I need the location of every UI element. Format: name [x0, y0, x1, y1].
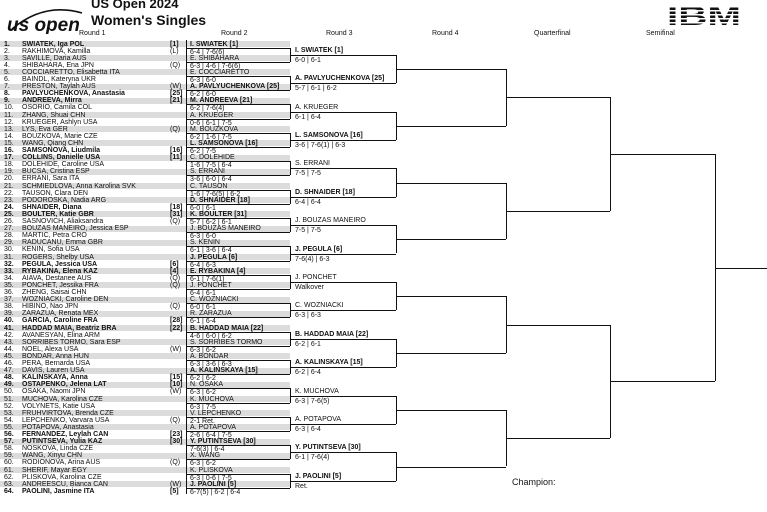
draw-number: 42.	[4, 331, 14, 339]
round2-score: 6-2 | 7-5	[190, 148, 216, 155]
player-name: SORRIBES TORMO, Sara ESP	[22, 338, 121, 346]
seed-tag: [18]	[170, 203, 183, 211]
round3-winner: L. SAMSONOVA [16]	[295, 131, 363, 139]
round2-score: 6-3 | 6-2	[190, 460, 216, 468]
tournament-title: US Open 2024	[91, 0, 179, 11]
seed-tag: [23]	[170, 431, 183, 438]
seed-tag: [25]	[170, 90, 183, 98]
draw-title: Women's Singles	[91, 12, 207, 28]
round-header-2: Round 2	[221, 30, 248, 37]
player-name: SASNOVICH, Aliaksandra	[22, 218, 104, 225]
player-name: BOUZAS MANEIRO, Jessica ESP	[22, 225, 129, 233]
bracket-line	[290, 452, 396, 453]
draw-number: 56.	[4, 431, 14, 438]
player-name: SHERIF, Mayar EGY	[22, 466, 87, 474]
seed-tag: (W)	[170, 345, 182, 353]
round3-score: 6-3 | 6-3	[295, 312, 321, 320]
round2-score: 6-1 | 3-6 | 6-4	[190, 247, 232, 255]
round2-score: 6-4 | 6-1	[190, 290, 216, 297]
player-name: POTAPOVA, Anastasia	[22, 423, 94, 431]
round2-score: 6-3 | 6-2	[190, 346, 216, 354]
bracket-line	[290, 112, 396, 113]
champion-label: Champion:	[512, 477, 556, 487]
bracket-line	[290, 424, 396, 425]
round2-winner: M. BOUZKOVA	[190, 125, 239, 133]
draw-number: 41.	[4, 324, 14, 332]
player-name: ZHANG, Shuai CHN	[22, 111, 86, 119]
player-name: ROGERS, Shelby USA	[22, 253, 94, 261]
round3-winner: A. KRUEGER	[295, 103, 339, 111]
round2-winner: K. PLISKOVA	[190, 466, 233, 474]
seed-tag: [21]	[170, 97, 183, 105]
draw-number: 30.	[4, 246, 14, 254]
draw-number: 10.	[4, 104, 14, 112]
player-name: WANG, Qiang CHN	[22, 139, 84, 147]
round2-score: 6-1 | 7-6(1)	[190, 275, 225, 283]
player-name: HADDAD MAIA, Beatriz BRA	[22, 324, 117, 332]
seed-tag: [22]	[170, 324, 183, 332]
round2-winner: K. MUCHOVA	[190, 395, 234, 403]
round2-score: 6-2 | 1-6 | 7-5	[190, 133, 232, 141]
draw-number: 27.	[4, 225, 14, 233]
round2-winner: C. DOLEHIDE	[190, 154, 235, 162]
round3-score: 6-1 | 6-4	[295, 113, 321, 121]
player-name: SWIATEK, Iga POL	[22, 40, 85, 48]
player-name: SAVILLE, Daria AUS	[22, 54, 87, 62]
round3-score: 6-3 | 6-4	[295, 425, 321, 433]
round2-score: 6-2 | 6-2	[190, 375, 216, 383]
draw-number: 8.	[4, 90, 10, 98]
draw-number: 47.	[4, 367, 14, 375]
draw-number: 39.	[4, 310, 14, 318]
draw-number: 7.	[4, 83, 10, 91]
round3-score: 7-6(4) | 6-3	[295, 255, 330, 263]
draw-number: 52.	[4, 402, 14, 410]
bracket-line	[396, 296, 506, 297]
bracket-line	[290, 282, 396, 283]
round2-winner: S. SORRIBES TORMO	[190, 338, 263, 346]
round2-score: 6-3 | 6-0	[190, 77, 216, 84]
player-name: BOUZKOVA, Marie CZE	[22, 132, 98, 140]
draw-number: 34.	[4, 274, 14, 282]
bracket-line	[290, 396, 396, 397]
player-name: SHNAIDER, Diana	[22, 203, 82, 211]
round3-score: 6-4 | 6-4	[295, 198, 321, 206]
seed-tag: (Q)	[170, 61, 181, 69]
seed-tag: [1]	[170, 40, 179, 48]
seed-tag: (W)	[170, 83, 182, 91]
seed-tag: (W)	[170, 388, 182, 396]
bracket-line	[396, 410, 506, 411]
bracket-line	[290, 225, 396, 226]
player-name: PEGULA, Jessica USA	[22, 260, 98, 268]
draw-number: 1.	[4, 40, 10, 48]
round2-score: 0-6 | 6-1 | 7-5	[190, 119, 232, 127]
draw-number: 12.	[4, 118, 14, 126]
draw-number: 15.	[4, 139, 14, 147]
player-name: ZHENG, Saisai CHN	[22, 289, 87, 296]
player-name: PODOROSKA, Nadia ARG	[22, 196, 107, 204]
draw-number: 38.	[4, 303, 14, 311]
draw-number: 22.	[4, 189, 14, 197]
seed-tag: [5]	[170, 487, 179, 495]
draw-number: 33.	[4, 267, 14, 275]
draw-number: 31.	[4, 253, 14, 261]
player-name: OSORIO, Camila COL	[22, 104, 93, 112]
draw-number: 32.	[4, 260, 14, 268]
round2-winner: J. PAOLINI [5]	[190, 480, 237, 488]
round3-score: 7-5 | 7-5	[295, 170, 321, 178]
draw-number: 35.	[4, 281, 14, 289]
round2-score: 6-7(5) | 6-2 | 6-4	[190, 488, 241, 496]
draw-number: 13.	[4, 125, 14, 133]
round3-score: Ret.	[295, 482, 308, 490]
round2-winner: C. WOZNIACKI	[190, 296, 239, 304]
round2-score: 6-2 | 6-0	[190, 91, 216, 99]
draw-number: 46.	[4, 360, 14, 367]
player-name: HIBINO, Nao JPN	[22, 303, 79, 311]
draw-number: 11.	[4, 111, 14, 119]
draw-number: 62.	[4, 473, 14, 481]
draw-number: 51.	[4, 395, 14, 403]
draw-number: 24.	[4, 203, 14, 211]
round3-score: 5-7 | 6-1 | 6-2	[295, 85, 337, 93]
draw-number: 64.	[4, 487, 14, 495]
draw-number: 43.	[4, 338, 14, 346]
bracket-line	[290, 55, 396, 56]
draw-number: 16.	[4, 147, 14, 154]
player-name: ANDREESCU, Bianca CAN	[22, 480, 108, 488]
round3-winner: Y. PUTINTSEVA [30]	[295, 444, 361, 452]
draw-number: 37.	[4, 296, 14, 304]
bracket-line	[290, 339, 396, 340]
round2-score: 4-6 | 6-0 | 6-2	[190, 332, 232, 340]
bracket-line	[186, 40, 187, 494]
player-name: LEPCHENKO, Varvara USA	[22, 416, 110, 424]
round2-score: 6-4 | 6-3	[190, 261, 216, 269]
draw-number: 61.	[4, 466, 14, 474]
draw-number: 6.	[4, 76, 10, 83]
round3-winner: J. BOUZAS MANEIRO	[295, 217, 366, 225]
round3-winner: A. POTAPOVA	[295, 415, 342, 423]
round2-score: 6-3 | 6-0	[190, 233, 216, 241]
round3-score: Walkover	[295, 283, 324, 291]
round2-winner: A. KALINSKAYA [15]	[190, 367, 258, 375]
player-name: MARTIC, Petra CRO	[22, 232, 87, 240]
player-name: PONCHET, Jessika FRA	[22, 281, 99, 289]
round-header-3: Round 3	[326, 30, 353, 37]
player-name: PRESTON, Taylah AUS	[22, 83, 96, 91]
seed-tag: (Q)	[170, 303, 181, 311]
seed-tag: [10]	[170, 381, 183, 389]
round2-score: 6-3 | 3-6 | 6-3	[190, 361, 232, 368]
round2-winner: A. POTAPOVA	[190, 424, 237, 431]
player-name: LYS, Eva GER	[22, 125, 68, 133]
seed-tag: (Q)	[170, 416, 181, 424]
round2-winner: E. RYBAKINA [4]	[190, 267, 246, 275]
player-name: NOSKOVA, Linda CZE	[22, 445, 94, 453]
round2-winner: B. HADDAD MAIA [22]	[190, 324, 264, 332]
player-name: SCHMIEDLOVA, Anna Karolina SVK	[22, 182, 136, 190]
bracket-line	[290, 310, 396, 311]
round-header-1: Round 1	[79, 30, 106, 37]
draw-number: 25.	[4, 210, 14, 218]
round-header-quarterfinal: Quarterfinal	[534, 30, 571, 37]
draw-number: 28.	[4, 232, 14, 240]
player-name: BONDAR, Anna HUN	[22, 352, 89, 360]
draw-number: 5.	[4, 68, 10, 76]
bracket-line	[610, 381, 715, 382]
bracket-line	[396, 69, 506, 70]
draw-number: 36.	[4, 289, 14, 296]
player-name: BOULTER, Katie GBR	[22, 210, 94, 218]
round3-winner: I. SWIATEK [1]	[295, 46, 344, 54]
round3-winner: B. HADDAD MAIA [22]	[295, 330, 369, 338]
round2-score: 6-0 | 6-1	[190, 304, 216, 312]
draw-number: 2.	[4, 47, 10, 55]
round2-winner: A. PAVLYUCHENKOVA [25]	[190, 83, 280, 91]
player-name: AVANESYAN, Elina ARM	[22, 331, 100, 339]
round3-score: 6-1 | 7-6(4)	[295, 454, 330, 462]
player-name: TAUSON, Clara DEN	[22, 189, 88, 197]
player-name: VOLYNETS, Katie USA	[22, 402, 96, 410]
player-name: ERRANI, Sara ITA	[22, 175, 80, 183]
player-name: SHIBAHARA, Ena JPN	[22, 61, 94, 69]
bracket-line	[290, 367, 396, 368]
player-name: RAKHIMOVA, Kamilla	[22, 47, 91, 55]
player-name: PLISKOVA, Karolina CZE	[22, 473, 102, 481]
draw-number: 40.	[4, 317, 14, 325]
player-name: BAINDL, Kateryna UKR	[22, 76, 96, 83]
round2-score: 5-7 | 6-2 | 6-1	[190, 219, 232, 226]
seed-tag: [28]	[170, 317, 183, 325]
bracket-line	[506, 211, 610, 212]
round-header-4: Round 4	[432, 30, 459, 37]
seed-tag: [6]	[170, 260, 179, 268]
player-name: DAVIS, Lauren USA	[22, 367, 85, 375]
round2-winner: A. KRUEGER	[190, 111, 234, 119]
bracket-line	[396, 239, 506, 240]
player-name: KENIN, Sofia USA	[22, 246, 80, 254]
player-name: GARCIA, Caroline FRA	[22, 317, 98, 325]
player-name: KALINSKAYA, Anna	[22, 374, 88, 382]
us-open-logo-text: us open	[7, 15, 80, 34]
round3-score: 6-0 | 6-1	[295, 56, 321, 64]
player-name: KRUEGER, Ashlyn USA	[22, 118, 98, 126]
draw-number: 18.	[4, 161, 14, 169]
bracket-line	[290, 140, 396, 141]
round2-score: 6-3 | 0-6 | 7-5	[190, 474, 232, 482]
round2-winner: R. ZARAZUA	[190, 310, 232, 318]
bracket-line	[396, 183, 506, 184]
player-name: WOZNIACKI, Caroline DEN	[22, 296, 109, 304]
bracket-line	[290, 168, 396, 169]
round2-winner: J. BOUZAS MANEIRO	[190, 225, 261, 233]
draw-number: 63.	[4, 480, 14, 488]
draw-number: 48.	[4, 374, 14, 382]
player-name: ANDREEVA, Mirra	[22, 97, 82, 105]
seed-tag: [4]	[170, 267, 179, 275]
round3-winner: A. KALINSKAYA [15]	[295, 359, 363, 367]
bracket-line	[715, 268, 767, 269]
seed-tag: (Q)	[170, 459, 181, 467]
player-name: COCCIARETTO, Elisabetta ITA	[22, 68, 120, 76]
round2-winner: V. LEPCHENKO	[190, 409, 242, 417]
round3-winner: A. PAVLYUCHENKOVA [25]	[295, 75, 385, 83]
player-name: OSTAPENKO, Jelena LAT	[22, 381, 107, 389]
round2-score: 1-6 | 7-5 | 6-4	[190, 162, 232, 170]
round2-winner: E. COCCIARETTO	[190, 69, 250, 76]
draw-number: 4.	[4, 61, 10, 69]
bracket-line	[396, 353, 506, 354]
player-name: RYBAKINA, Elena KAZ	[22, 267, 98, 275]
seed-tag: (Q)	[170, 274, 181, 282]
round2-winner: Y. PUTINTSEVA [30]	[190, 438, 256, 446]
player-name: DOLEHIDE, Caroline USA	[22, 161, 105, 169]
round2-winner: J. PONCHET	[190, 282, 232, 289]
bracket-line	[506, 325, 610, 326]
draw-number: 14.	[4, 132, 14, 140]
seed-tag: (Q)	[170, 125, 181, 133]
round3-winner: D. SHNAIDER [18]	[295, 188, 355, 196]
round3-score: 3-6 | 7-6(1) | 6-3	[295, 141, 346, 149]
draw-number: 21.	[4, 182, 14, 190]
draw-number: 60.	[4, 459, 14, 467]
round3-score: 6-2 | 6-1	[295, 340, 321, 348]
draw-number: 59.	[4, 452, 14, 460]
round2-winner: X. WANG	[190, 452, 221, 460]
draw-number: 55.	[4, 423, 14, 431]
player-name: RADUCANU, Emma GBR	[22, 239, 103, 247]
draw-number: 45.	[4, 352, 14, 360]
round2-score: 1-6 | 7-6(5) | 6-2	[190, 190, 241, 198]
player-name: BUCSA, Cristina ESP	[22, 168, 90, 176]
player-name: PAVLYUCHENKOVA, Anastasia	[22, 90, 125, 98]
round2-score: 6-1 | 6-4	[190, 318, 216, 326]
seed-tag: [30]	[170, 438, 183, 446]
round3-winner: J. PONCHET	[295, 273, 337, 281]
round2-score: 2-6 | 6-4 | 7-5	[190, 432, 232, 439]
player-name: COLLINS, Danielle USA	[22, 154, 101, 162]
bracket-line	[290, 481, 396, 482]
draw-number: 58.	[4, 445, 14, 453]
seed-tag: (L)	[170, 47, 179, 55]
round2-score: 6-0 | 6-1	[190, 204, 216, 212]
round2-winner: N. OSAKA	[190, 381, 224, 389]
seed-tag: (Q)	[170, 218, 181, 225]
seed-tag: (Q)	[170, 281, 181, 289]
seed-tag: [16]	[170, 147, 183, 154]
round2-winner: C. TAUSON	[190, 182, 228, 190]
seed-tag: [15]	[170, 374, 183, 382]
draw-number: 3.	[4, 54, 10, 62]
round2-winner: D. SHNAIDER [18]	[190, 196, 250, 204]
round2-score: 6-2 | 7-6(4)	[190, 105, 225, 113]
round2-score: 6-3 | 6-2	[190, 389, 216, 397]
draw-number: 57.	[4, 438, 14, 446]
bracket-line	[396, 467, 506, 468]
bracket-line	[506, 97, 610, 98]
draw-number: 17.	[4, 154, 14, 162]
round3-winner: S. ERRANI	[295, 160, 331, 168]
round2-winner: M. ANDREEVA [21]	[190, 97, 253, 105]
player-name: FERNANDEZ, Leylah CAN	[22, 431, 109, 438]
player-name: PUTINTSEVA, Yulia KAZ	[22, 438, 103, 446]
draw-number: 49.	[4, 381, 14, 389]
player-name: ZARAZUA, Renata MEX	[22, 310, 99, 318]
bracket-line	[396, 126, 506, 127]
seed-tag: [11]	[170, 154, 183, 162]
round2-score: 3-6 | 6-0 | 6-4	[190, 176, 232, 184]
draw-number: 23.	[4, 196, 14, 204]
round3-winner: J. PEGULA [6]	[295, 245, 343, 253]
draw-number: 29.	[4, 239, 14, 247]
player-name: SAMSONOVA, Liudmila	[22, 147, 101, 154]
round3-score: 7-5 | 7-5	[295, 227, 321, 235]
round3-score: 6-2 | 6-4	[295, 369, 321, 377]
draw-number: 9.	[4, 97, 10, 105]
round2-score: 2-1 Ret.	[190, 417, 215, 425]
bracket-line	[610, 154, 715, 155]
round3-score: 6-3 | 7-6(5)	[295, 397, 330, 405]
player-name: PERA, Bernarda USA	[22, 360, 91, 367]
bracket-line	[506, 438, 610, 439]
round2-score: 6-3 | 4-6 | 7-6(6)	[190, 62, 241, 70]
round2-winner: A. BONDAR	[190, 353, 229, 360]
player-name: PAOLINI, Jasmine ITA	[22, 487, 95, 495]
bracket-line	[290, 197, 396, 198]
draw-number: 20.	[4, 175, 14, 183]
player-name: OSAKA, Naomi JPN	[22, 388, 86, 396]
bracket-line	[290, 83, 396, 84]
round-header-semifinal: Semifinal	[646, 30, 675, 37]
seed-tag: (W)	[170, 480, 182, 488]
player-name: MUCHOVA, Karolina CZE	[22, 395, 103, 403]
draw-number: 54.	[4, 416, 14, 424]
seed-tag: [31]	[170, 210, 183, 218]
round3-winner: C. WOZNIACKI	[295, 302, 344, 310]
player-name: NOEL, Alexa USA	[22, 345, 79, 353]
draw-number: 26.	[4, 218, 14, 225]
round3-winner: J. PAOLINI [5]	[295, 472, 342, 480]
player-name: RODIONOVA, Arina AUS	[22, 459, 101, 467]
draw-number: 19.	[4, 168, 14, 176]
player-name: FRUHVIRTOVA, Brenda CZE	[22, 409, 114, 417]
draw-number: 53.	[4, 409, 14, 417]
draw-number: 50.	[4, 388, 14, 396]
round2-score: 6-3 | 7-5	[190, 403, 216, 411]
round3-winner: K. MUCHOVA	[295, 387, 339, 395]
round2-winner: I. SWIATEK [1]	[190, 40, 239, 48]
round2-score: 7-6(3) | 6-4	[190, 446, 225, 454]
round2-winner: S. ERRANI	[190, 168, 226, 176]
player-name: WANG, Xinyu CHN	[22, 452, 83, 460]
round2-winner: K. BOULTER [31]	[190, 211, 247, 218]
bracket-line	[290, 254, 396, 255]
round2-score: 6-4 | 7-6(6)	[190, 48, 225, 56]
draw-number: 44.	[4, 345, 14, 353]
player-name: AIAVA, Destanee AUS	[22, 274, 92, 282]
round2-winner: L. SAMSONOVA [16]	[190, 140, 258, 147]
round2-winner: E. SHIBAHARA	[190, 54, 240, 62]
round2-winner: J. PEGULA [6]	[190, 253, 238, 261]
round2-winner: S. KENIN	[190, 239, 220, 247]
